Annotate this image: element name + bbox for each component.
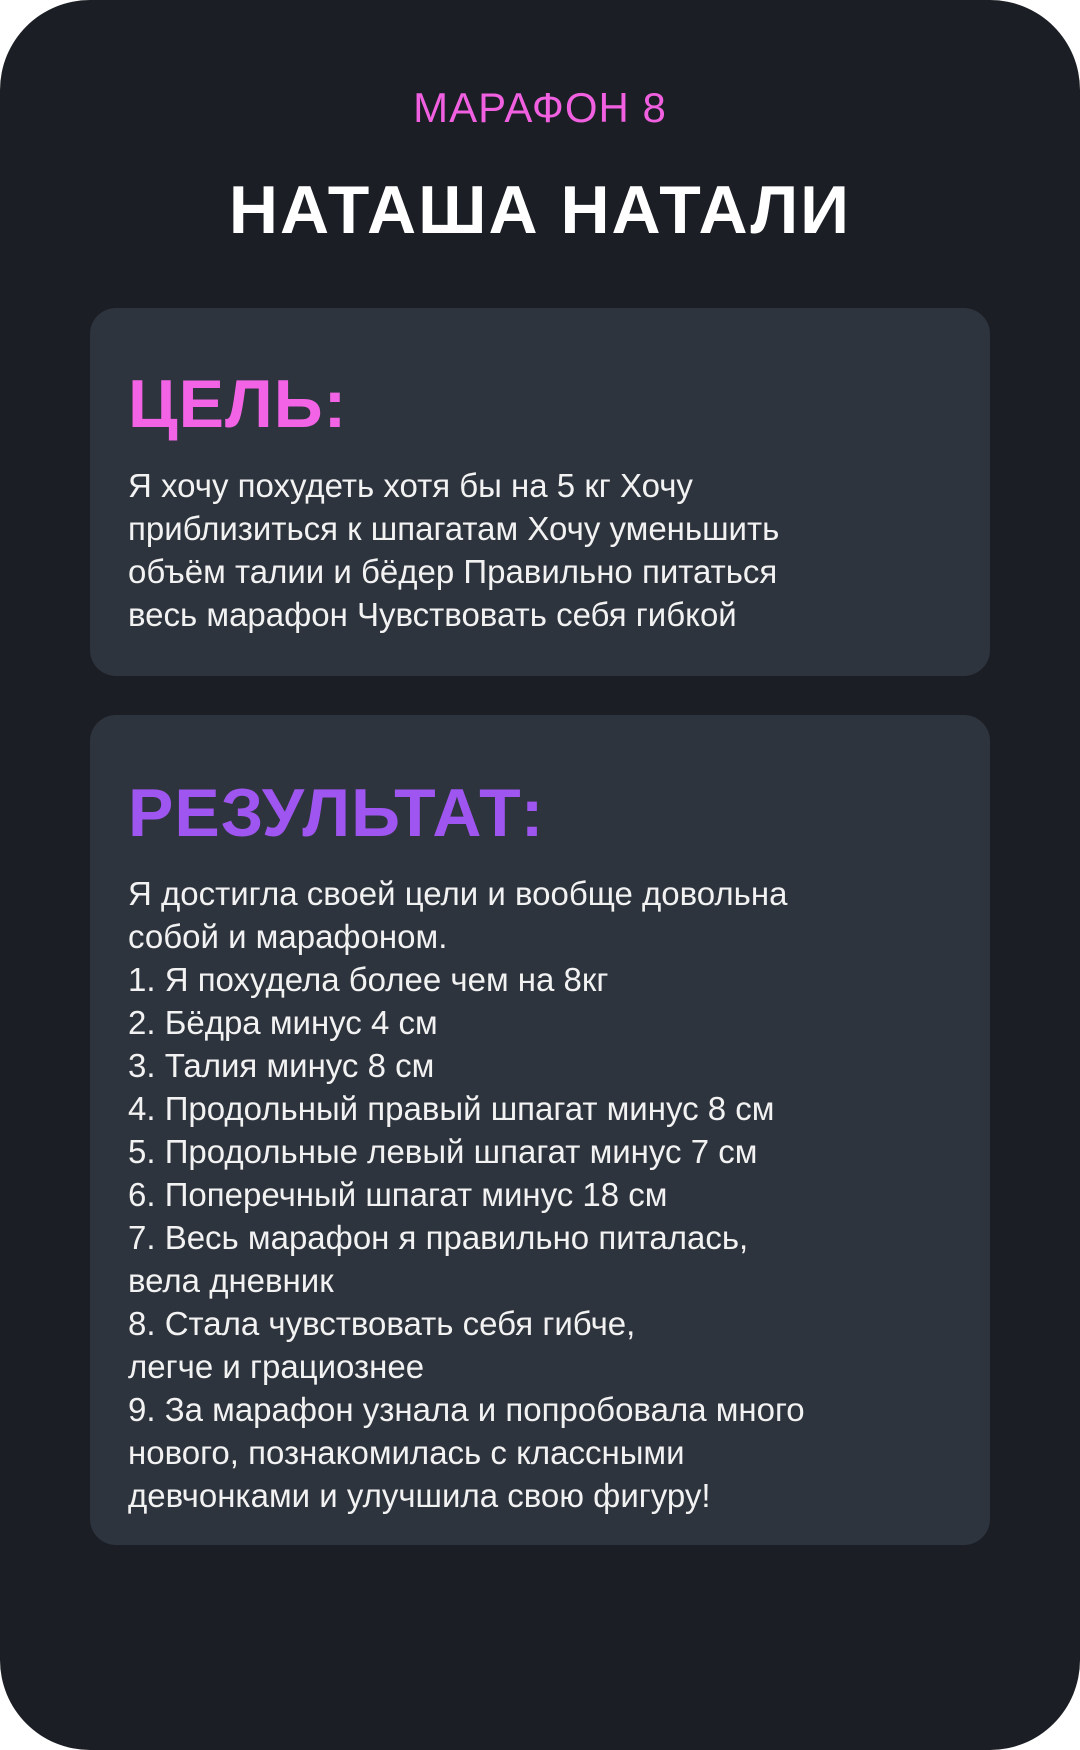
result-line: 1. Я похудела более чем на 8кг — [128, 961, 609, 998]
result-panel — [90, 715, 990, 1545]
goal-line: Я хочу похудеть хотя бы на 5 кг Хочу — [128, 467, 693, 504]
result-line: 7. Весь марафон я правильно питалась, — [128, 1219, 749, 1256]
goal-panel — [90, 308, 990, 676]
result-line: 2. Бёдра минус 4 см — [128, 1004, 438, 1041]
result-line: 3. Талия минус 8 см — [128, 1047, 435, 1084]
goal-heading: ЦЕЛЬ: — [128, 366, 348, 442]
goal-line: приблизиться к шпагатам Хочу уменьшить — [128, 510, 780, 547]
marathon-subtitle: МАРАФОН 8 — [413, 84, 667, 131]
result-text — [128, 872, 978, 1517]
participant-name: НАТАША НАТАЛИ — [228, 172, 852, 248]
goal-line: объём талии и бёдер Правильно питаться — [128, 553, 778, 590]
result-line: девчонками и улучшила свою фигуру! — [128, 1477, 711, 1514]
result-line: легче и грациознее — [128, 1348, 425, 1385]
result-line: собой и марафоном. — [128, 918, 448, 955]
result-line: 5. Продольные левый шпагат минус 7 см — [128, 1133, 758, 1170]
result-line: 9. За марафон узнала и попробовала много — [128, 1391, 805, 1428]
result-line: 4. Продольный правый шпагат минус 8 см — [128, 1090, 775, 1127]
result-line: Я достигла своей цели и вообще довольна — [128, 875, 788, 912]
result-line: 6. Поперечный шпагат минус 18 см — [128, 1176, 668, 1213]
result-heading: РЕЗУЛЬТАТ: — [128, 775, 545, 851]
goal-text — [128, 464, 978, 636]
result-line: вела дневник — [128, 1262, 334, 1299]
goal-line: весь марафон Чувствовать себя гибкой — [128, 596, 737, 633]
result-line: 8. Стала чувствовать себя гибче, — [128, 1305, 636, 1342]
result-line: нового, познакомилась с классными — [128, 1434, 685, 1471]
